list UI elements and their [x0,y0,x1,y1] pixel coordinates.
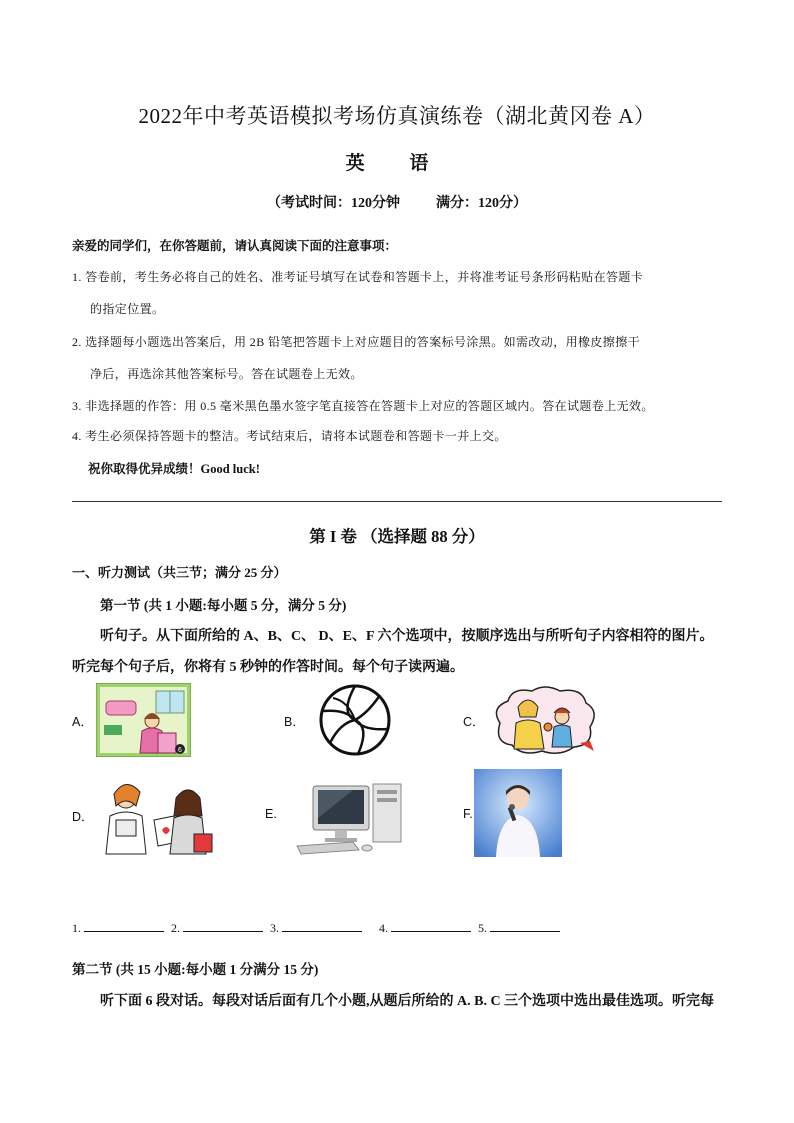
exam-info [0,192,794,212]
notice-item-1: 1. 答卷前，考生务必将自己的姓名、准考证号填写在试卷和答题卡上，并将准考证号条形码粘贴在答题卡 [72,270,644,284]
answer-blank-3[interactable] [282,920,362,932]
sub1-instruction-2: 听完每个句子后，你将有 5 秒钟的作答时间。每个句子读两遍。 [72,660,464,675]
sub2-title: 第二节 (共 15 小题:每小题 1 分满分 15 分) [72,962,319,977]
divider-line [72,501,722,502]
desktop-computer-picture-icon [293,780,408,855]
option-d-label: D． [72,810,94,824]
answer-blanks [72,920,564,936]
notice-item-1-cont: 的指定位置。 [90,302,165,316]
wish-text: 祝你取得优异成绩！Good luck! [88,462,260,476]
blank-label-3: 3. [270,921,279,935]
girls-gift-picture-icon [96,776,216,856]
mother-daughter-picture-icon [490,683,600,758]
option-b-label: B． [284,715,305,729]
answer-blank-2[interactable] [183,920,263,932]
volleyball-picture-icon [318,683,393,758]
sub1-title: 第一节 (共 1 小题:每小题 5 分，满分 5 分) [100,598,347,613]
girl-room-picture-icon [96,683,191,757]
exam-title: 2022年中考英语模拟考场仿真演练卷（湖北黄冈卷 A） [138,104,656,128]
notice-item-4: 4. 考生必须保持答题卡的整洁。考试结束后，请将本试题卷和答题卡一并上交。 [72,429,507,443]
answer-blank-4[interactable] [391,920,471,932]
singer-photo-icon [474,769,562,857]
score-info: 满分：120分） [436,196,527,211]
blank-label-4: 4. [379,921,388,935]
answer-blank-1[interactable] [84,920,164,932]
svg-text:6: 6 [178,747,182,754]
option-f-label: F. [463,807,473,821]
option-c-label: C． [463,715,485,729]
part-title: 第 I 卷 （选择题 88 分） [309,527,485,546]
blank-label-2: 2. [171,921,180,935]
time-info: （考试时间：120分钟 [267,196,400,211]
notice-item-3: 3. 非选择题的作答：用 0.5 毫米黑色墨水签字笔直接答在答题卡上对应的答题区域内。答在试题卷上无效。 [72,399,654,413]
subject-label: 英 语 [345,153,449,174]
option-e-label: E. [265,807,277,821]
section-title: 一、听力测试（共三节；满分 25 分） [72,565,287,580]
option-a-label: A． [72,715,93,729]
notice-heading: 亲爱的同学们，在你答题前，请认真阅读下面的注意事项： [72,239,398,253]
notice-item-2: 2. 选择题每小题选出答案后，用 2B 铅笔把答题卡上对应题目的答案标号涂黑。如需改动，用橡皮擦擦干 [72,335,641,349]
answer-blank-5[interactable] [490,920,560,932]
sub1-instruction-1: 听句子。从下面所给的 A、B、C、 D、E、F 六个选项中，按顺序选出与所听句子内容相符的图片。 [100,629,714,644]
sub2-instruction-1: 听下面 6 段对话。每段对话后面有几个小题,从题后所给的 A. B. C 三个选项中选出最佳选项。听完每 [100,994,715,1009]
notice-item-2-cont: 净后，再选涂其他答案标号。答在试题卷上无效。 [90,367,363,381]
blank-label-5: 5. [478,921,487,935]
blank-label-1: 1. [72,921,81,935]
